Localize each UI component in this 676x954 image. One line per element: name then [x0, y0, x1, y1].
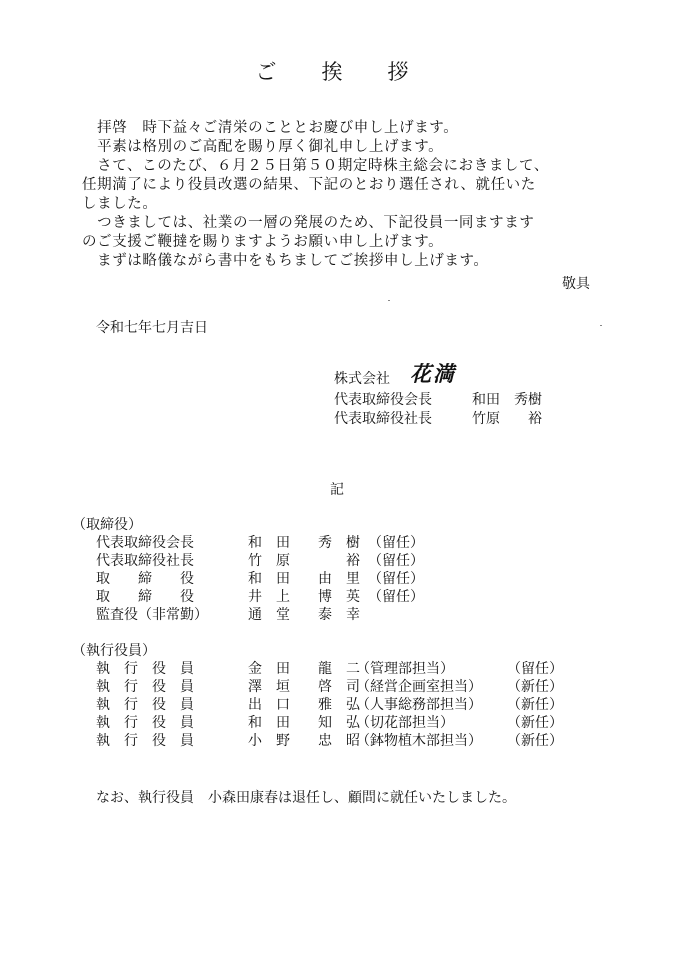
officer-status: （留任） — [507, 661, 563, 677]
officer-dept: （人事総務部担当） — [356, 697, 482, 713]
letter-date: 令和七年七月吉日 — [96, 320, 208, 336]
director-title: 取 締 役 — [96, 571, 194, 587]
officer-name: 小 野 忠 昭 — [248, 733, 360, 749]
officer-status: （新任） — [507, 715, 563, 731]
director-status: （留任） — [368, 589, 424, 605]
body-line: つきましては、社業の一層の発展のため、下記役員一同ますます — [82, 215, 535, 231]
officer-name: 澤 垣 啓 司 — [248, 679, 360, 695]
footer-note: なお、執行役員 小森田康春は退任し、顧問に就任いたしました。 — [96, 790, 516, 806]
officer-title: 執 行 役 員 — [96, 733, 194, 749]
officer-name: 金 田 龍 二 — [248, 661, 360, 677]
company-prefix: 株式会社 — [334, 371, 390, 387]
director-title: 代表取締役社長 — [96, 553, 194, 569]
officer-status: （新任） — [507, 679, 563, 695]
officer-dept: （鉢物植木部担当） — [356, 733, 482, 749]
officers-heading: （執行役員） — [72, 643, 156, 659]
scan-speck — [600, 325, 602, 326]
scan-speck — [388, 300, 390, 301]
officer-title: 執 行 役 員 — [96, 661, 194, 677]
director-name: 和 田 由 里 — [248, 571, 360, 587]
director-title: 取 締 役 — [96, 589, 194, 605]
body-line: さて、このたび、６月２５日第５０期定時株主総会におきまして、 — [82, 158, 549, 174]
body-line: 平素は格別のご高配を賜り厚く御礼申し上げます。 — [82, 139, 444, 155]
director-status: （留任） — [368, 553, 424, 569]
officer-status: （新任） — [507, 697, 563, 713]
company-logo: 花満 — [410, 361, 456, 386]
officer-name: 和 田 知 弘 — [248, 715, 360, 731]
director-status: （留任） — [368, 571, 424, 587]
signatory-name: 和田 秀樹 — [472, 392, 542, 408]
director-name: 井 上 博 英 — [248, 589, 360, 605]
officer-dept: （管理部担当） — [356, 661, 454, 677]
officer-title: 執 行 役 員 — [96, 715, 194, 731]
director-status: （留任） — [368, 535, 424, 551]
closing-keigu: 敬具 — [562, 276, 590, 292]
body-line: しました。 — [82, 196, 158, 212]
officer-title: 執 行 役 員 — [96, 697, 194, 713]
ki-heading: 記 — [330, 482, 344, 498]
officer-dept: （経営企画室担当） — [356, 679, 482, 695]
directors-heading: （取締役） — [72, 517, 142, 533]
signatory-name: 竹原 裕 — [472, 411, 542, 427]
director-name: 和 田 秀 樹 — [248, 535, 360, 551]
body-line: まずは略儀ながら書中をもちましてご挨拶申し上げます。 — [82, 253, 489, 269]
director-title: 監査役（非常勤） — [96, 607, 208, 623]
signatory-title: 代表取締役社長 — [334, 411, 432, 427]
officer-dept: （切花部担当） — [356, 715, 454, 731]
director-name: 通 堂 泰 幸 — [248, 607, 360, 623]
body-line: のご支援ご鞭撻を賜りますようお願い申し上げます。 — [82, 234, 444, 250]
officer-title: 執 行 役 員 — [96, 679, 194, 695]
director-name: 竹 原 裕 — [248, 553, 360, 569]
officer-name: 出 口 雅 弘 — [248, 697, 360, 713]
body-line: 任期満了により役員改選の結果、下記のとおり選任され、就任いた — [82, 177, 536, 193]
signatory-title: 代表取締役会長 — [334, 392, 432, 408]
body-line: 拝啓 時下益々ご清栄のこととお慶び申し上げます。 — [82, 120, 459, 136]
officer-status: （新任） — [507, 733, 563, 749]
director-title: 代表取締役会長 — [96, 535, 194, 551]
letter-title: ご 挨 拶 — [255, 60, 421, 84]
